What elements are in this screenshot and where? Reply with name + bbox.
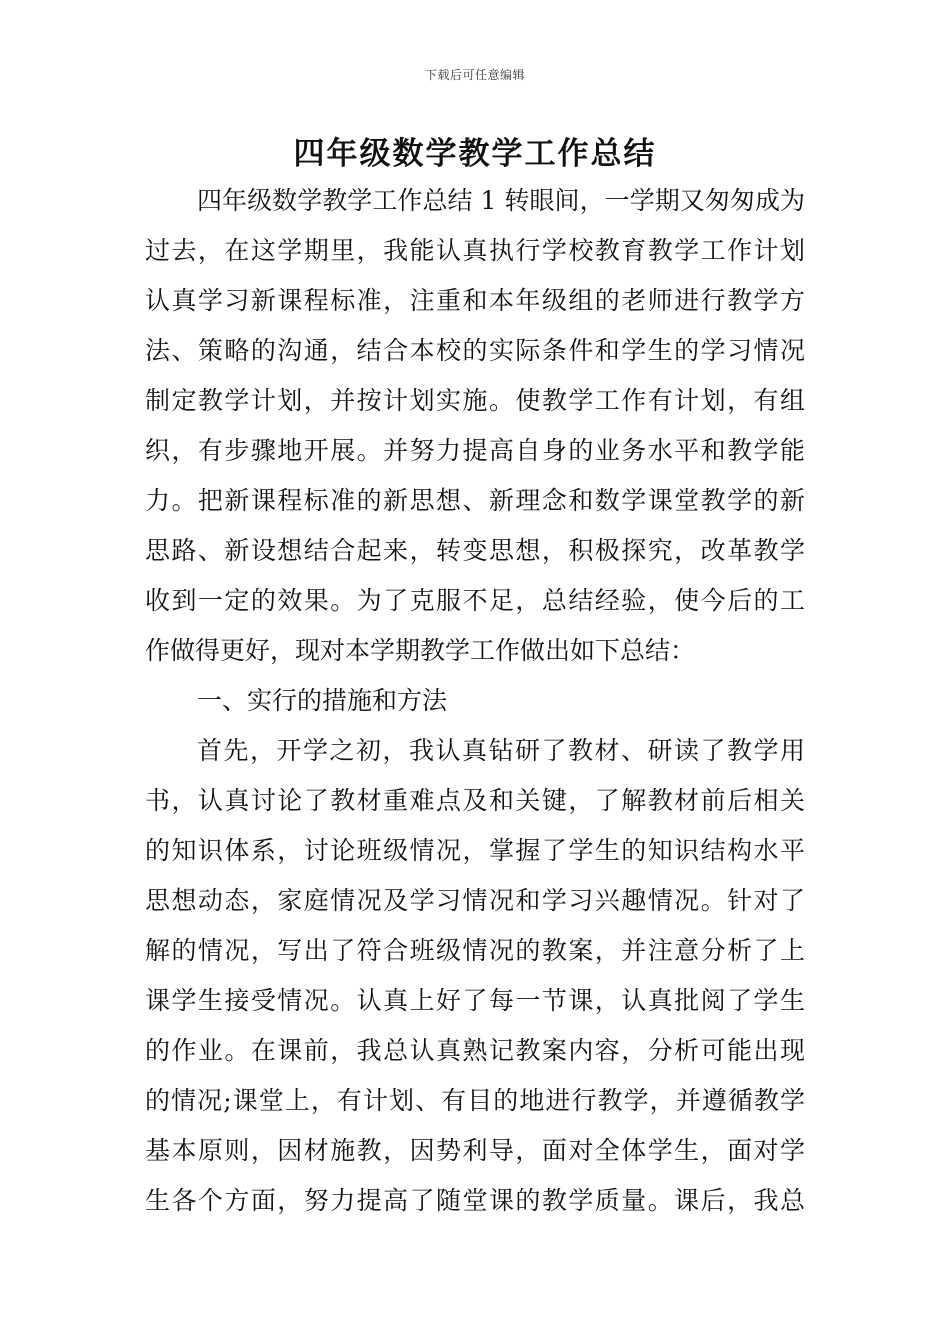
paragraph-line: 收到一定的效果。为了克服不足，总结经验，使今后的工 [145,586,805,615]
document-title: 四年级数学教学工作总结 [293,136,657,172]
paragraph-line: 的情况;课堂上，有计划、有目的地进行教学，并遵循教学 [145,1086,805,1115]
section-heading: 一、实行的措施和方法 [197,686,448,715]
paragraph-line: 过去，在这学期里，我能认真执行学校教育教学工作计划 [145,236,805,265]
paragraph-line: 基本原则，因材施教，因势利导，面对全体学生，面对学 [145,1136,805,1165]
document-body [145,176,805,1226]
paragraph-line: 的作业。在课前，我总认真熟记教案内容，分析可能出现 [145,1036,805,1065]
paragraph-line: 制定教学计划，并按计划实施。使教学工作有计划，有组 [145,386,805,415]
paragraph-line: 课学生接受情况。认真上好了每一节课，认真批阅了学生 [145,986,805,1015]
paragraph-line: 作做得更好，现对本学期教学工作做出如下总结： [145,636,696,665]
paragraph-line: 首先，开学之初，我认真钻研了教材、研读了教学用 [197,736,805,765]
paragraph-line: 织，有步骤地开展。并努力提高自身的业务水平和教学能 [145,436,805,465]
paragraph-line: 思路、新设想结合起来，转变思想，积极探究，改革教学 [145,536,805,565]
paragraph-line: 力。把新课程标准的新思想、新理念和数学课堂教学的新 [145,486,805,515]
paragraph-line: 解的情况，写出了符合班级情况的教案，并注意分析了上 [145,936,805,965]
paragraph-line: 的知识体系，讨论班级情况，掌握了学生的知识结构水平 [145,836,805,865]
paragraph-line: 书，认真讨论了教材重难点及和关键，了解教材前后相关 [145,786,805,815]
paragraph-line: 四年级数学教学工作总结 1 转眼间，一学期又匆匆成为 [197,186,805,215]
paragraph-line: 认真学习新课程标准，注重和本年级组的老师进行教学方 [145,286,805,315]
paragraph-line: 法、策略的沟通，结合本校的实际条件和学生的学习情况 [145,336,805,365]
paragraph-line: 生各个方面，努力提高了随堂课的教学质量。课后，我总 [145,1186,805,1215]
paragraph-line: 思想动态，家庭情况及学习情况和学习兴趣情况。针对了 [145,886,805,915]
header-note: 下载后可任意编辑 [424,68,525,82]
